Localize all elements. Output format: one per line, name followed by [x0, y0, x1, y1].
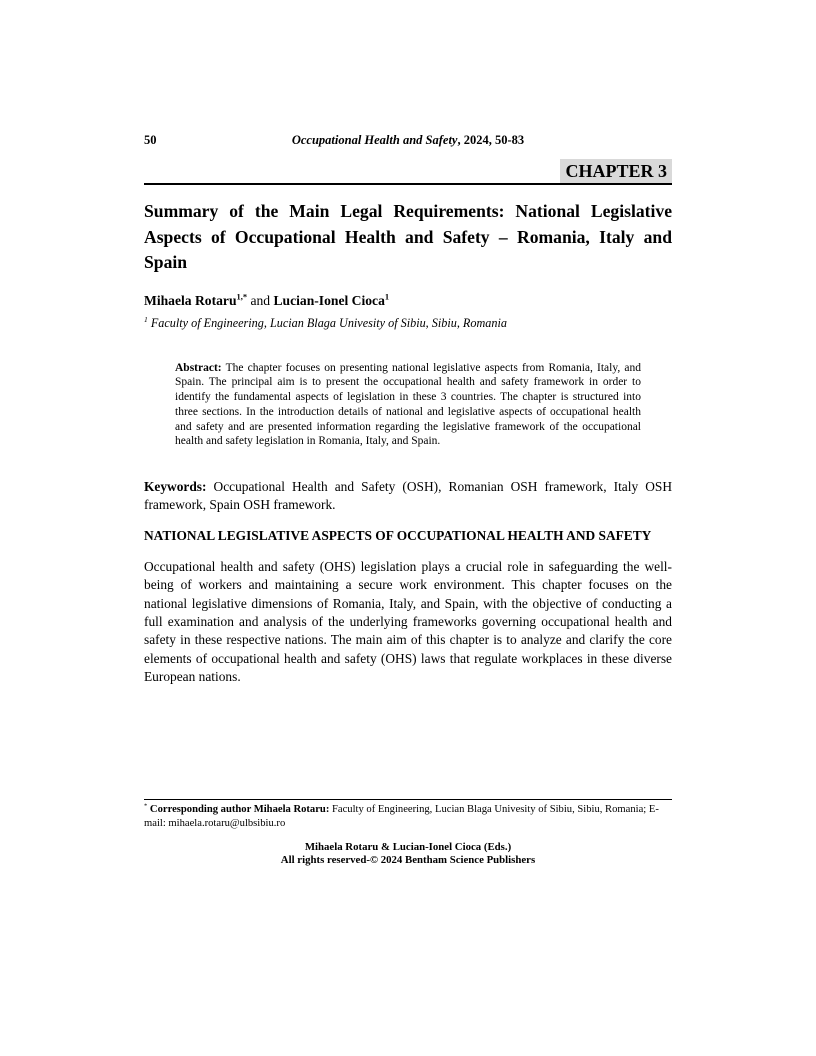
copyright-line: All rights reserved-© 2024 Bentham Science Publishers	[280, 854, 536, 867]
author-1-superscript: 1,*	[236, 290, 248, 301]
abstract	[175, 361, 641, 450]
footnote-block	[144, 799, 672, 868]
abstract-text: The chapter focuses on presenting national legislative aspects from Romania, Italy, and Spain. The principal aim is to present the occupational health and safety framework in order to identify the fundamental aspects of legislation in these 3 countries. The chapter is structured into three sections. In the introduction details of national and legislative aspects of occupational health and safety and are presented information regarding the legislative framework of the occupational health and safety legislation in Romania, Italy, and Spain.	[175, 361, 641, 448]
running-title	[144, 133, 672, 148]
chapter-title: Summary of the Main Legal Requirements: National Legislative Aspects of Occupational Health and Safety – Romania, Italy and Spain	[144, 201, 672, 272]
page-number: 50	[144, 133, 157, 147]
editors-line: Mihaela Rotaru & Lucian-Ionel Cioca (Eds.)	[304, 840, 512, 853]
affiliation	[144, 316, 672, 331]
journal-title-suffix: , 2024, 50-83	[457, 133, 525, 147]
author-1: Mihaela Rotaru$^{1,*}$	[144, 290, 248, 308]
footnote-rule	[144, 799, 672, 800]
section-body-paragraph: Occupational health and safety (OHS) legislation plays a crucial role in safeguarding the well-being of workers and maintaining a secure work environment. This chapter focuses on the national legislative dimensions of Romania, Italy, and Spain, with the objective of conducting a full examination and analysis of the underlying frameworks governing occupational health and safety in these respective nations. The main aim of this chapter is to analyze and clarify the core elements of occupational health and safety (OHS) laws that regulate workplaces in these diverse European nations.	[144, 559, 672, 684]
abstract-label: Abstract:	[175, 361, 222, 374]
affiliation-text: Faculty of Engineering, Lucian Blaga Univesity of Sibiu, Sibiu, Romania	[147, 315, 507, 330]
footnote-marker: *	[144, 802, 148, 810]
keywords-text: Occupational Health and Safety (OSH), Romanian OSH framework, Italy OSH framework, Spain OSH framework.	[144, 479, 672, 512]
keywords-label: Keywords:	[144, 479, 207, 495]
chapter-label-row	[144, 159, 672, 185]
section-heading: NATIONAL LEGISLATIVE ASPECTS OF OCCUPATIONAL HEALTH AND SAFETY	[144, 528, 652, 544]
author-2: Lucian-Ionel Cioca$^1$	[273, 290, 390, 308]
authors-line	[144, 290, 672, 309]
keywords	[144, 478, 672, 513]
corresponding-author-footnote	[144, 803, 672, 831]
authors-connector: and	[247, 292, 274, 308]
chapter-label: CHAPTER 3	[560, 159, 672, 183]
running-header	[144, 133, 672, 148]
footnote-bold-lead: Corresponding author Mihaela Rotaru:	[147, 804, 330, 815]
footnote-text: Faculty of Engineering, Lucian Blaga Univesity of Sibiu, Sibiu, Romania; E-mail: mihaela.rotaru@ulbsibiu.ro	[144, 804, 659, 829]
publisher-footer	[144, 841, 672, 868]
author-2-superscript: 1	[384, 290, 390, 301]
affiliation-superscript: 1	[144, 314, 148, 324]
journal-title: Occupational Health and Safety	[291, 133, 458, 147]
